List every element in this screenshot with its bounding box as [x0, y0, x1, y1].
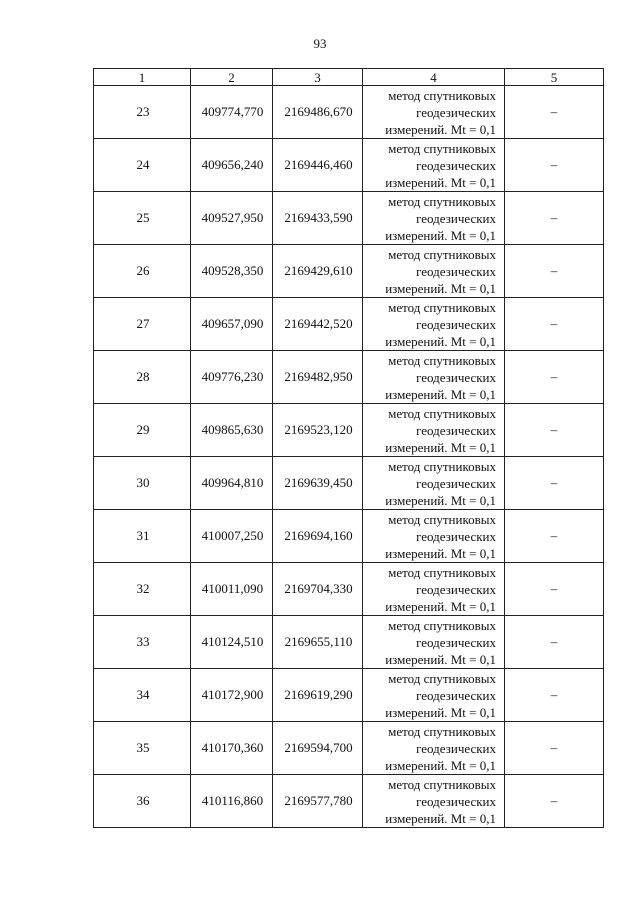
y-coordinate-cell: 2169594,700 [273, 722, 363, 775]
method-line: измерений. Mt = 0,1 [385, 280, 496, 296]
x-coordinate-cell: 410172,900 [191, 669, 273, 722]
y-coordinate-cell: 2169694,160 [273, 510, 363, 563]
point-number-cell: 29 [94, 404, 191, 457]
method-line: геодезических [416, 475, 496, 491]
y-coordinate-cell: 2169482,950 [273, 351, 363, 404]
method-line: метод спутниковых [388, 140, 496, 156]
header-col-2: 2 [191, 69, 273, 86]
point-number-cell: 28 [94, 351, 191, 404]
x-coordinate-cell: 409865,630 [191, 404, 273, 457]
method-cell [363, 616, 505, 669]
method-line: измерений. Mt = 0,1 [385, 492, 496, 508]
y-coordinate-cell: 2169577,780 [273, 775, 363, 828]
x-coordinate-cell: 409656,240 [191, 139, 273, 192]
note-cell: – [505, 404, 604, 457]
method-cell [363, 86, 505, 139]
y-coordinate-cell: 2169704,330 [273, 563, 363, 616]
method-line: метод спутниковых [388, 405, 496, 421]
method-line: измерений. Mt = 0,1 [385, 598, 496, 614]
method-line: метод спутниковых [388, 511, 496, 527]
x-coordinate-cell: 409527,950 [191, 192, 273, 245]
method-line: геодезических [416, 104, 496, 120]
point-number-cell: 26 [94, 245, 191, 298]
method-line: геодезических [416, 793, 496, 809]
point-number-cell: 35 [94, 722, 191, 775]
method-line: геодезических [416, 687, 496, 703]
table-row [94, 298, 604, 351]
table-row [94, 563, 604, 616]
method-line: геодезических [416, 528, 496, 544]
note-cell: – [505, 298, 604, 351]
table-row [94, 722, 604, 775]
header-row [94, 69, 604, 86]
note-cell: – [505, 351, 604, 404]
table-row [94, 457, 604, 510]
table-row [94, 351, 604, 404]
note-cell: – [505, 669, 604, 722]
method-cell [363, 563, 505, 616]
point-number-cell: 33 [94, 616, 191, 669]
method-line: измерений. Mt = 0,1 [385, 386, 496, 402]
method-line: измерений. Mt = 0,1 [385, 651, 496, 667]
table-header [94, 69, 604, 86]
y-coordinate-cell: 2169433,590 [273, 192, 363, 245]
note-cell: – [505, 245, 604, 298]
y-coordinate-cell: 2169446,460 [273, 139, 363, 192]
method-cell [363, 139, 505, 192]
coordinates-table [93, 68, 604, 828]
method-line: измерений. Mt = 0,1 [385, 227, 496, 243]
note-cell: – [505, 775, 604, 828]
header-col-1: 1 [94, 69, 191, 86]
method-line: геодезических [416, 316, 496, 332]
y-coordinate-cell: 2169429,610 [273, 245, 363, 298]
x-coordinate-cell: 409657,090 [191, 298, 273, 351]
table-row [94, 404, 604, 457]
method-line: геодезических [416, 210, 496, 226]
table-row [94, 510, 604, 563]
note-cell: – [505, 563, 604, 616]
point-number-cell: 30 [94, 457, 191, 510]
method-cell [363, 298, 505, 351]
point-number-cell: 34 [94, 669, 191, 722]
method-line: метод спутниковых [388, 776, 496, 792]
method-line: метод спутниковых [388, 193, 496, 209]
method-line: метод спутниковых [388, 617, 496, 633]
point-number-cell: 25 [94, 192, 191, 245]
table-body [94, 86, 604, 828]
y-coordinate-cell: 2169486,670 [273, 86, 363, 139]
method-line: метод спутниковых [388, 458, 496, 474]
method-line: измерений. Mt = 0,1 [385, 121, 496, 137]
table-row [94, 139, 604, 192]
page-number: 93 [313, 36, 327, 51]
method-line: геодезических [416, 634, 496, 650]
note-cell: – [505, 86, 604, 139]
note-cell: – [505, 616, 604, 669]
note-cell: – [505, 457, 604, 510]
table-row [94, 616, 604, 669]
x-coordinate-cell: 410170,360 [191, 722, 273, 775]
method-line: метод спутниковых [388, 670, 496, 686]
note-cell: – [505, 722, 604, 775]
y-coordinate-cell: 2169523,120 [273, 404, 363, 457]
y-coordinate-cell: 2169442,520 [273, 298, 363, 351]
header-col-4: 4 [363, 69, 505, 86]
y-coordinate-cell: 2169655,110 [273, 616, 363, 669]
table-row [94, 775, 604, 828]
method-cell [363, 245, 505, 298]
table-row [94, 245, 604, 298]
method-cell [363, 404, 505, 457]
note-cell: – [505, 139, 604, 192]
method-line: геодезических [416, 263, 496, 279]
method-line: метод спутниковых [388, 352, 496, 368]
method-cell [363, 351, 505, 404]
x-coordinate-cell: 409964,810 [191, 457, 273, 510]
table-row [94, 669, 604, 722]
x-coordinate-cell: 409774,770 [191, 86, 273, 139]
x-coordinate-cell: 410007,250 [191, 510, 273, 563]
y-coordinate-cell: 2169639,450 [273, 457, 363, 510]
method-line: метод спутниковых [388, 564, 496, 580]
table-row [94, 86, 604, 139]
method-line: метод спутниковых [388, 723, 496, 739]
method-cell [363, 457, 505, 510]
header-col-5: 5 [505, 69, 604, 86]
method-line: геодезических [416, 422, 496, 438]
method-line: измерений. Mt = 0,1 [385, 439, 496, 455]
method-line: измерений. Mt = 0,1 [385, 333, 496, 349]
x-coordinate-cell: 409776,230 [191, 351, 273, 404]
method-line: измерений. Mt = 0,1 [385, 704, 496, 720]
method-line: геодезических [416, 157, 496, 173]
method-cell [363, 722, 505, 775]
method-line: измерений. Mt = 0,1 [385, 757, 496, 773]
note-cell: – [505, 510, 604, 563]
point-number-cell: 31 [94, 510, 191, 563]
x-coordinate-cell: 410011,090 [191, 563, 273, 616]
method-line: измерений. Mt = 0,1 [385, 174, 496, 190]
point-number-cell: 32 [94, 563, 191, 616]
point-number-cell: 23 [94, 86, 191, 139]
header-col-3: 3 [273, 69, 363, 86]
x-coordinate-cell: 409528,350 [191, 245, 273, 298]
method-line: метод спутниковых [388, 246, 496, 262]
method-line: геодезических [416, 581, 496, 597]
method-line: измерений. Mt = 0,1 [385, 810, 496, 826]
method-cell [363, 192, 505, 245]
point-number-cell: 36 [94, 775, 191, 828]
method-cell [363, 669, 505, 722]
x-coordinate-cell: 410124,510 [191, 616, 273, 669]
method-line: геодезических [416, 740, 496, 756]
method-line: метод спутниковых [388, 299, 496, 315]
method-cell [363, 510, 505, 563]
table-row [94, 192, 604, 245]
point-number-cell: 27 [94, 298, 191, 351]
method-line: геодезических [416, 369, 496, 385]
note-cell: – [505, 192, 604, 245]
method-line: измерений. Mt = 0,1 [385, 545, 496, 561]
point-number-cell: 24 [94, 139, 191, 192]
x-coordinate-cell: 410116,860 [191, 775, 273, 828]
method-line: метод спутниковых [388, 87, 496, 103]
y-coordinate-cell: 2169619,290 [273, 669, 363, 722]
method-cell [363, 775, 505, 828]
